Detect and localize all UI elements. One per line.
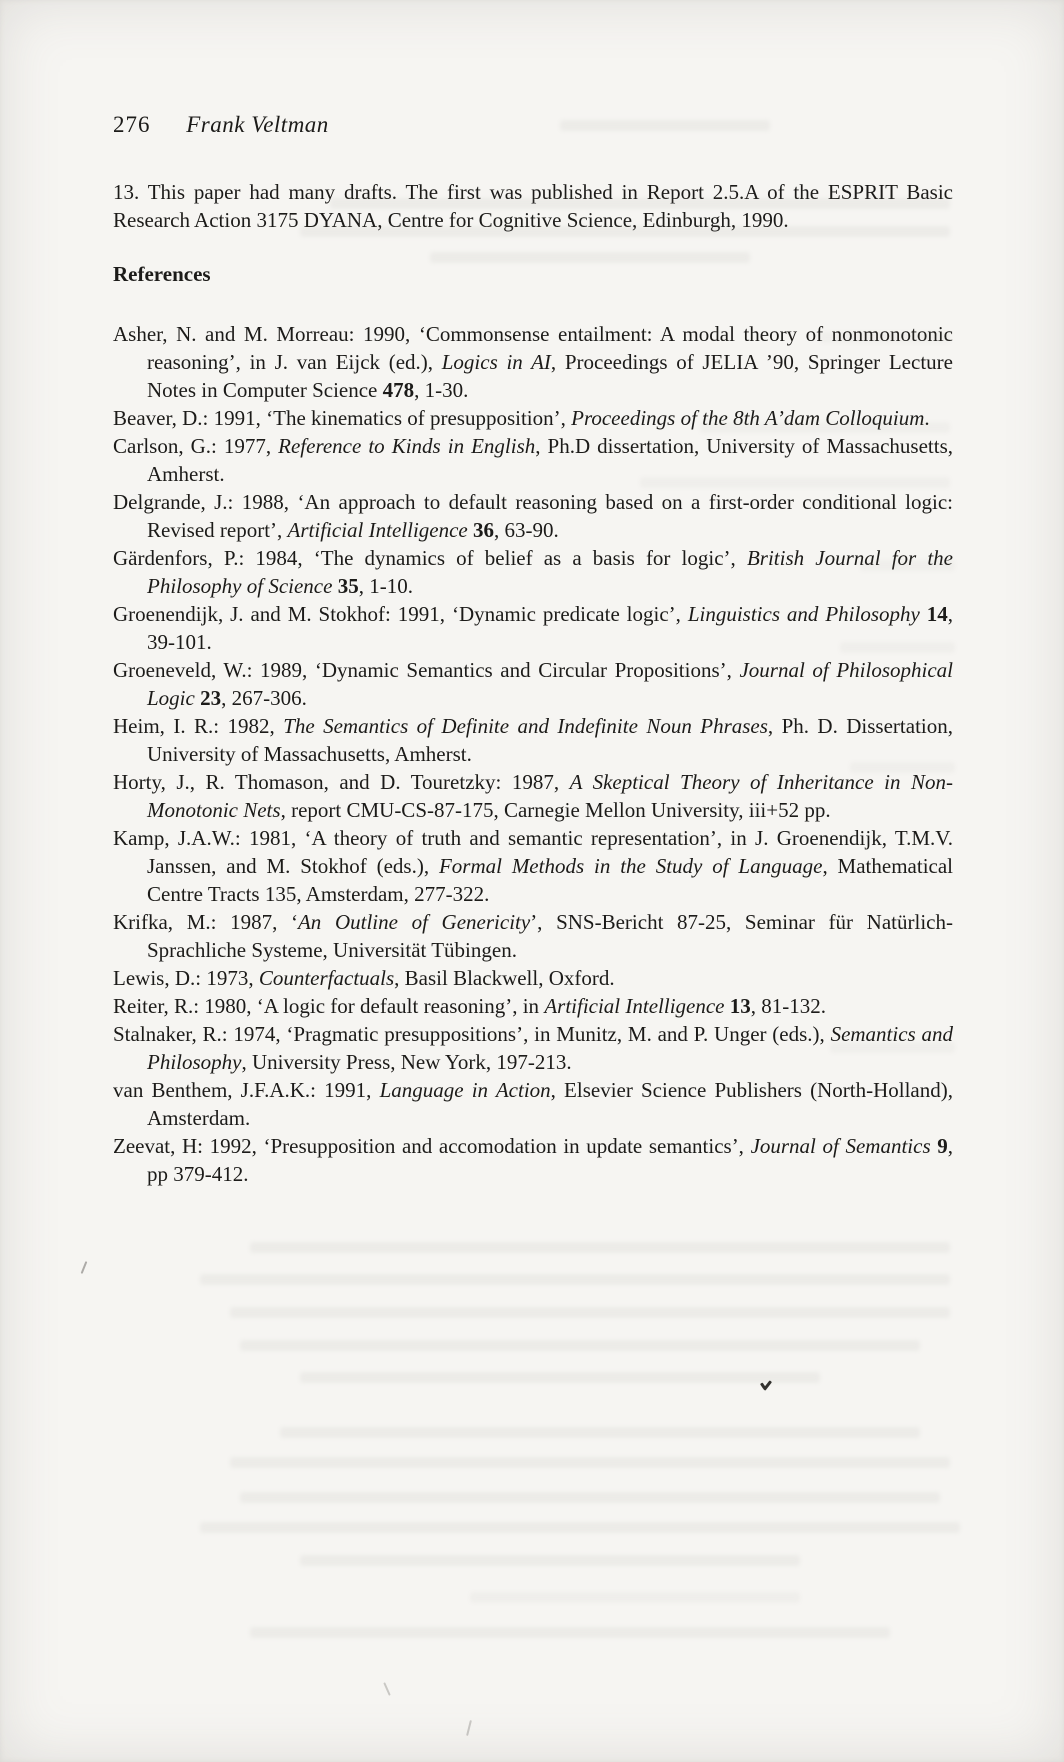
reference-segment: , Mathematical Centre Tracts 135, Amsterdam, 277-322. xyxy=(147,854,953,906)
reference-segment: British Journal for the Philosophy of Science xyxy=(147,546,953,598)
bleedthrough-ghost xyxy=(470,1592,800,1603)
bleedthrough-ghost xyxy=(820,332,950,343)
ink-speck xyxy=(81,1261,88,1274)
reference-segment: Journal of Philosophical Logic xyxy=(147,658,953,710)
bleedthrough-ghost xyxy=(830,1042,955,1053)
bleedthrough-ghost xyxy=(850,762,955,773)
reference-segment: , report CMU-CS-87-175, Carnegie Mellon University, iii+52 pp. xyxy=(280,798,831,822)
reference-segment: van Benthem, J.F.A.K.: 1991, xyxy=(113,1078,380,1102)
reference-segment: , 1-30. xyxy=(414,378,469,402)
bleedthrough-ghost xyxy=(200,1274,950,1285)
bleedthrough-ghost xyxy=(560,120,770,131)
reference-segment: Semantics and Philosophy xyxy=(147,1022,953,1074)
reference-segment: 23 xyxy=(200,686,222,710)
reference-segment: 13 xyxy=(729,994,751,1018)
reference-segment: Reiter, R.: 1980, ‘A logic for default reasoning’, in xyxy=(113,994,545,1018)
bleedthrough-ghost xyxy=(240,1340,920,1351)
reference-segment: Artificial Intelligence xyxy=(287,518,468,542)
reference-entry xyxy=(113,992,953,1020)
reference-segment: Carlson, G.: 1977, xyxy=(113,434,279,458)
references-list xyxy=(113,320,953,1188)
reference-entry xyxy=(113,824,953,908)
bleedthrough-ghost xyxy=(330,198,950,209)
reference-entry xyxy=(113,1132,953,1188)
page-number: 276 xyxy=(113,112,151,137)
reference-segment: Reference to Kinds in English xyxy=(278,434,536,458)
bleedthrough-ghost xyxy=(240,1492,940,1503)
bleedthrough-ghost xyxy=(300,226,950,237)
bleedthrough-ghost xyxy=(860,560,955,571)
reference-segment: , Ph. D. Dissertation, University of Massachusetts, Amherst. xyxy=(147,714,953,766)
bleedthrough-ghost xyxy=(300,1555,800,1566)
reference-entry xyxy=(113,1076,953,1132)
bleedthrough-ghost xyxy=(840,642,955,653)
reference-segment: , 267-306. xyxy=(221,686,307,710)
bleedthrough-ghost xyxy=(230,1457,950,1468)
reference-segment: , 1-10. xyxy=(358,574,413,598)
reference-segment: Delgrande, J.: 1988, ‘An approach to default reasoning based on a first-order conditional logic: Revised report’, xyxy=(113,490,953,542)
reference-segment: Asher, N. and M. Morreau: 1990, ‘Commonsense entailment: A modal theory of nonmonotonic reasoning’, in J. van Eijck (ed.), xyxy=(113,322,953,374)
reference-segment: An Outline of Genericity xyxy=(297,910,531,934)
reference-entry xyxy=(113,600,953,656)
reference-segment: , 39-101. xyxy=(147,602,953,654)
reference-segment: The Semantics of Definite and Indefinite Noun Phrases xyxy=(283,714,768,738)
reference-entry xyxy=(113,488,953,544)
bleedthrough-ghost xyxy=(200,1522,960,1533)
reference-segment: Horty, J., R. Thomason, and D. Touretzky: 1987, xyxy=(113,770,570,794)
reference-segment: Counterfactuals xyxy=(258,966,395,990)
reference-segment: , pp 379-412. xyxy=(147,1134,953,1186)
bleedthrough-ghost xyxy=(250,1242,950,1253)
reference-segment: ’, SNS-Bericht 87-25, Seminar für Natürlich-Sprachliche Systeme, Universität Tübingen. xyxy=(147,910,953,962)
bleedthrough-ghost xyxy=(280,1427,920,1438)
reference-segment xyxy=(920,602,927,626)
reference-segment: Formal Methods in the Study of Language xyxy=(438,854,823,878)
reference-segment: Heim, I. R.: 1982, xyxy=(113,714,284,738)
references-heading: References xyxy=(113,262,211,286)
bleedthrough-ghost xyxy=(700,422,950,433)
running-head xyxy=(113,112,329,138)
reference-segment: , University Press, New York, 197-213. xyxy=(241,1050,572,1074)
footnote-13: 13. This paper had many drafts. The first was published in Report 2.5.A of the ESPRIT Basic Research Action 3175 DYANA, Centre for Cognitive Science, Edinburgh, 1990. xyxy=(113,180,953,232)
reference-segment: 35 xyxy=(337,574,359,598)
reference-segment: 36 xyxy=(473,518,494,542)
reference-segment: Krifka, M.: 1987, ‘ xyxy=(113,910,298,934)
reference-segment: 9 xyxy=(937,1134,948,1158)
reference-segment: , Elsevier Science Publishers (North-Holland), Amsterdam. xyxy=(147,1078,953,1130)
reference-entry xyxy=(113,964,953,992)
reference-segment: . xyxy=(924,406,930,430)
reference-segment: , Proceedings of JELIA ’90, Springer Lecture Notes in Computer Science xyxy=(147,350,953,402)
reference-entry xyxy=(113,712,953,768)
reference-segment: Gärdenfors, P.: 1984, ‘The dynamics of belief as a basis for logic’, xyxy=(113,546,747,570)
ink-speck xyxy=(466,1720,472,1736)
reference-entry xyxy=(113,544,953,600)
reference-entry xyxy=(113,1020,953,1076)
bleedthrough-ghost xyxy=(250,1627,890,1638)
reference-segment: Logics in AI xyxy=(441,350,551,374)
reference-segment: Language in Action xyxy=(379,1078,551,1102)
reference-segment: Beaver, D.: 1991, ‘The kinematics of presupposition’, xyxy=(113,406,572,430)
reference-segment: Journal of Semantics xyxy=(750,1134,931,1158)
reference-entry xyxy=(113,908,953,964)
bleedthrough-ghost xyxy=(230,1307,950,1318)
reference-segment: 478 xyxy=(382,378,415,402)
reference-segment: Lewis, D.: 1973, xyxy=(113,966,259,990)
ink-speck xyxy=(383,1682,391,1696)
reference-entry xyxy=(113,656,953,712)
reference-segment: 14 xyxy=(926,602,948,626)
reference-segment: Proceedings of the 8th A’dam Colloquium xyxy=(571,406,925,430)
bleedthrough-ghost xyxy=(430,252,750,263)
reference-segment: Groeneveld, W.: 1989, ‘Dynamic Semantics and Circular Propositions’, xyxy=(113,658,740,682)
reference-segment: Artificial Intelligence xyxy=(544,994,725,1018)
reference-segment: Linguistics and Philosophy xyxy=(687,602,920,626)
bleedthrough-ghost xyxy=(640,477,950,488)
reference-segment: Kamp, J.A.W.: 1981, ‘A theory of truth and semantic representation’, in J. Groenendijk, T.M.V. Janssen, and M. Stokhof (eds.), xyxy=(113,826,953,878)
reference-segment: , 63-90. xyxy=(494,518,559,542)
running-author: Frank Veltman xyxy=(186,112,329,137)
reference-segment: , Basil Blackwell, Oxford. xyxy=(394,966,615,990)
reference-segment: Groenendijk, J. and M. Stokhof: 1991, ‘Dynamic predicate logic’, xyxy=(113,602,688,626)
reference-entry xyxy=(113,768,953,824)
reference-segment: , Ph.D dissertation, University of Massachusetts, Amherst. xyxy=(147,434,954,486)
bleedthrough-ghost xyxy=(300,1372,820,1383)
reference-segment: Stalnaker, R.: 1974, ‘Pragmatic presuppositions’, in Munitz, M. and P. Unger (eds.), xyxy=(113,1022,831,1046)
reference-segment: , 81-132. xyxy=(750,994,827,1018)
reference-segment: Zeevat, H: 1992, ‘Presupposition and accomodation in update semantics’, xyxy=(113,1134,751,1158)
reference-segment: A Skeptical Theory of Inheritance in Non-Monotonic Nets xyxy=(147,770,954,822)
